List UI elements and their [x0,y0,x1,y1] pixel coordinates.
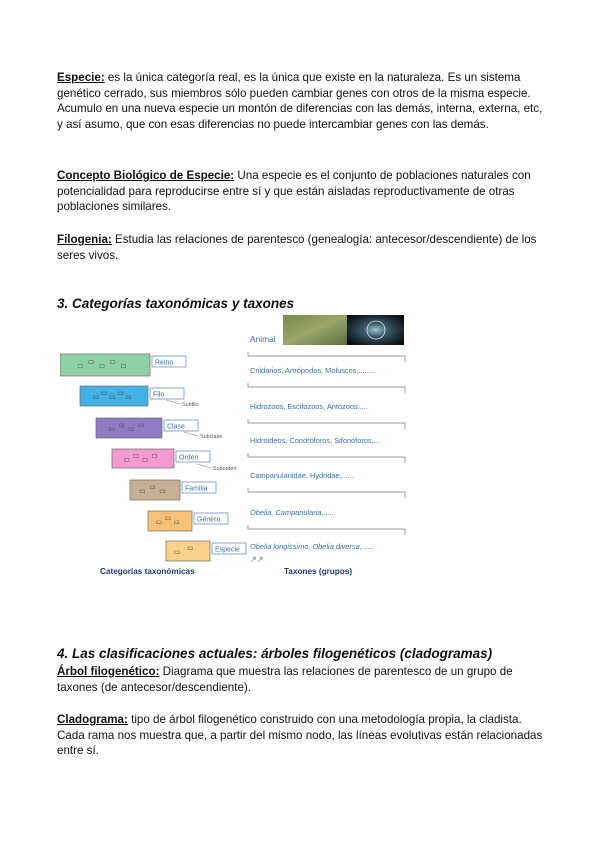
rank-label-genero: Género [197,516,221,524]
animal-photo-2 [347,315,404,345]
rank-label-filo: Filo [153,391,165,399]
caption-categorias: Categorías taxonómicas [100,567,195,576]
sub-rank-label-subfilo: Subfilo [182,402,199,408]
rank-label-familia: Familia [185,485,208,493]
paragraph-especie [57,70,543,132]
taxon-label: Obelia longissimo, Obelia diversa, ..... [250,542,375,551]
sub-rank-label-suborden: Suborden [213,466,237,472]
taxon-label: Cnidarios, Artrópodos, Moluscos,........ [250,366,375,375]
taxa-arrow-mark: ↗↗ [250,555,264,564]
taxon-label: Animal [250,334,276,344]
term-filogenia: Filogenia: [57,233,112,246]
taxonomy-figure [60,312,420,582]
sub-rank-label-subclase: Subclase [200,434,223,440]
taxon-label: Hidroideos, Condróforos, Sifonóforos,... [250,436,380,445]
taxon-bracket [248,488,405,498]
definition-cladograma: tipo de árbol filogenético construido con una metodología propia, la cladista. Cada rama nos muestra que, a partir del mismo nodo, las líneas evolutivas están relacionadas entre sí. [57,713,543,758]
sub-rank-arrow [184,432,198,436]
taxon-bracket [248,352,405,362]
paragraph-cladograma [57,712,543,759]
term-cladograma: Cladograma: [57,713,128,726]
rank-box-especie [166,541,210,561]
section-4-heading: 4. Las clasificaciones actuales: árboles filogenéticos (cladogramas) [57,646,493,661]
rank-label-clase: Clase [167,423,185,431]
sub-rank-arrow [197,464,211,468]
definition-arbol-filogenetico: Diagrama que muestra las relaciones de parentesco de un grupo de taxones (de antecesor/descendiente). [57,665,513,694]
taxon-label: Obelia, Campanularia,..... [250,508,334,517]
taxa-column [248,334,405,551]
rank-pyramid [60,354,246,561]
taxon-label: Hidrozoos, Escifozoos, Antozoos..... [250,402,368,411]
definition-filogenia: Estudia las relaciones de parentesco (genealogía: antecesor/descendiente) de los seres vivos. [57,233,537,262]
sub-rank-arrow [166,400,180,404]
rank-label-especie: Especie [215,546,240,554]
rank-box-familia [130,480,180,500]
definition-especie: es la única categoría real, es la única que existe en la naturaleza. Es un sistema genético cerrado, sus miembros sólo pueden cambiar genes con otros de la misma especie. Acumulo en una nueva especie un montón de diferencias con las demás, interna, externa, etc, y así asumo, que con esas diferencias no puede intercambiar genes con las demás. [57,71,543,131]
taxon-bracket [248,419,405,429]
taxon-bracket [248,525,405,535]
rank-label-reino: Reino [155,359,174,367]
section-3-heading: 3. Categorías taxonómicas y taxones [57,296,295,311]
term-arbol-filogenetico: Árbol filogenético: [57,665,160,678]
rank-box-genero [148,511,192,531]
animal-photo-1 [283,315,347,345]
caption-taxones: Taxones (grupos) [284,567,353,576]
paragraph-filogenia [57,232,543,263]
term-concepto-biologico: Concepto Biológico de Especie: [57,169,235,182]
rank-label-orden: Orden [179,454,199,462]
rank-box-reino [60,354,150,376]
paragraph-concepto-biologico [57,168,543,215]
paragraph-arbol-filogenetico [57,664,543,695]
term-especie: Especie: [57,71,105,84]
taxon-bracket [248,383,405,393]
taxon-label: Campanulariidae, Hydridae,...... [250,471,354,480]
definition-concepto-biologico: Una especie es el conjunto de poblaciones naturales con potencialidad para reproducirse entre sí y que están aisladas reproductivamente de otras poblaciones similares. [57,169,531,214]
taxon-bracket [248,453,405,463]
